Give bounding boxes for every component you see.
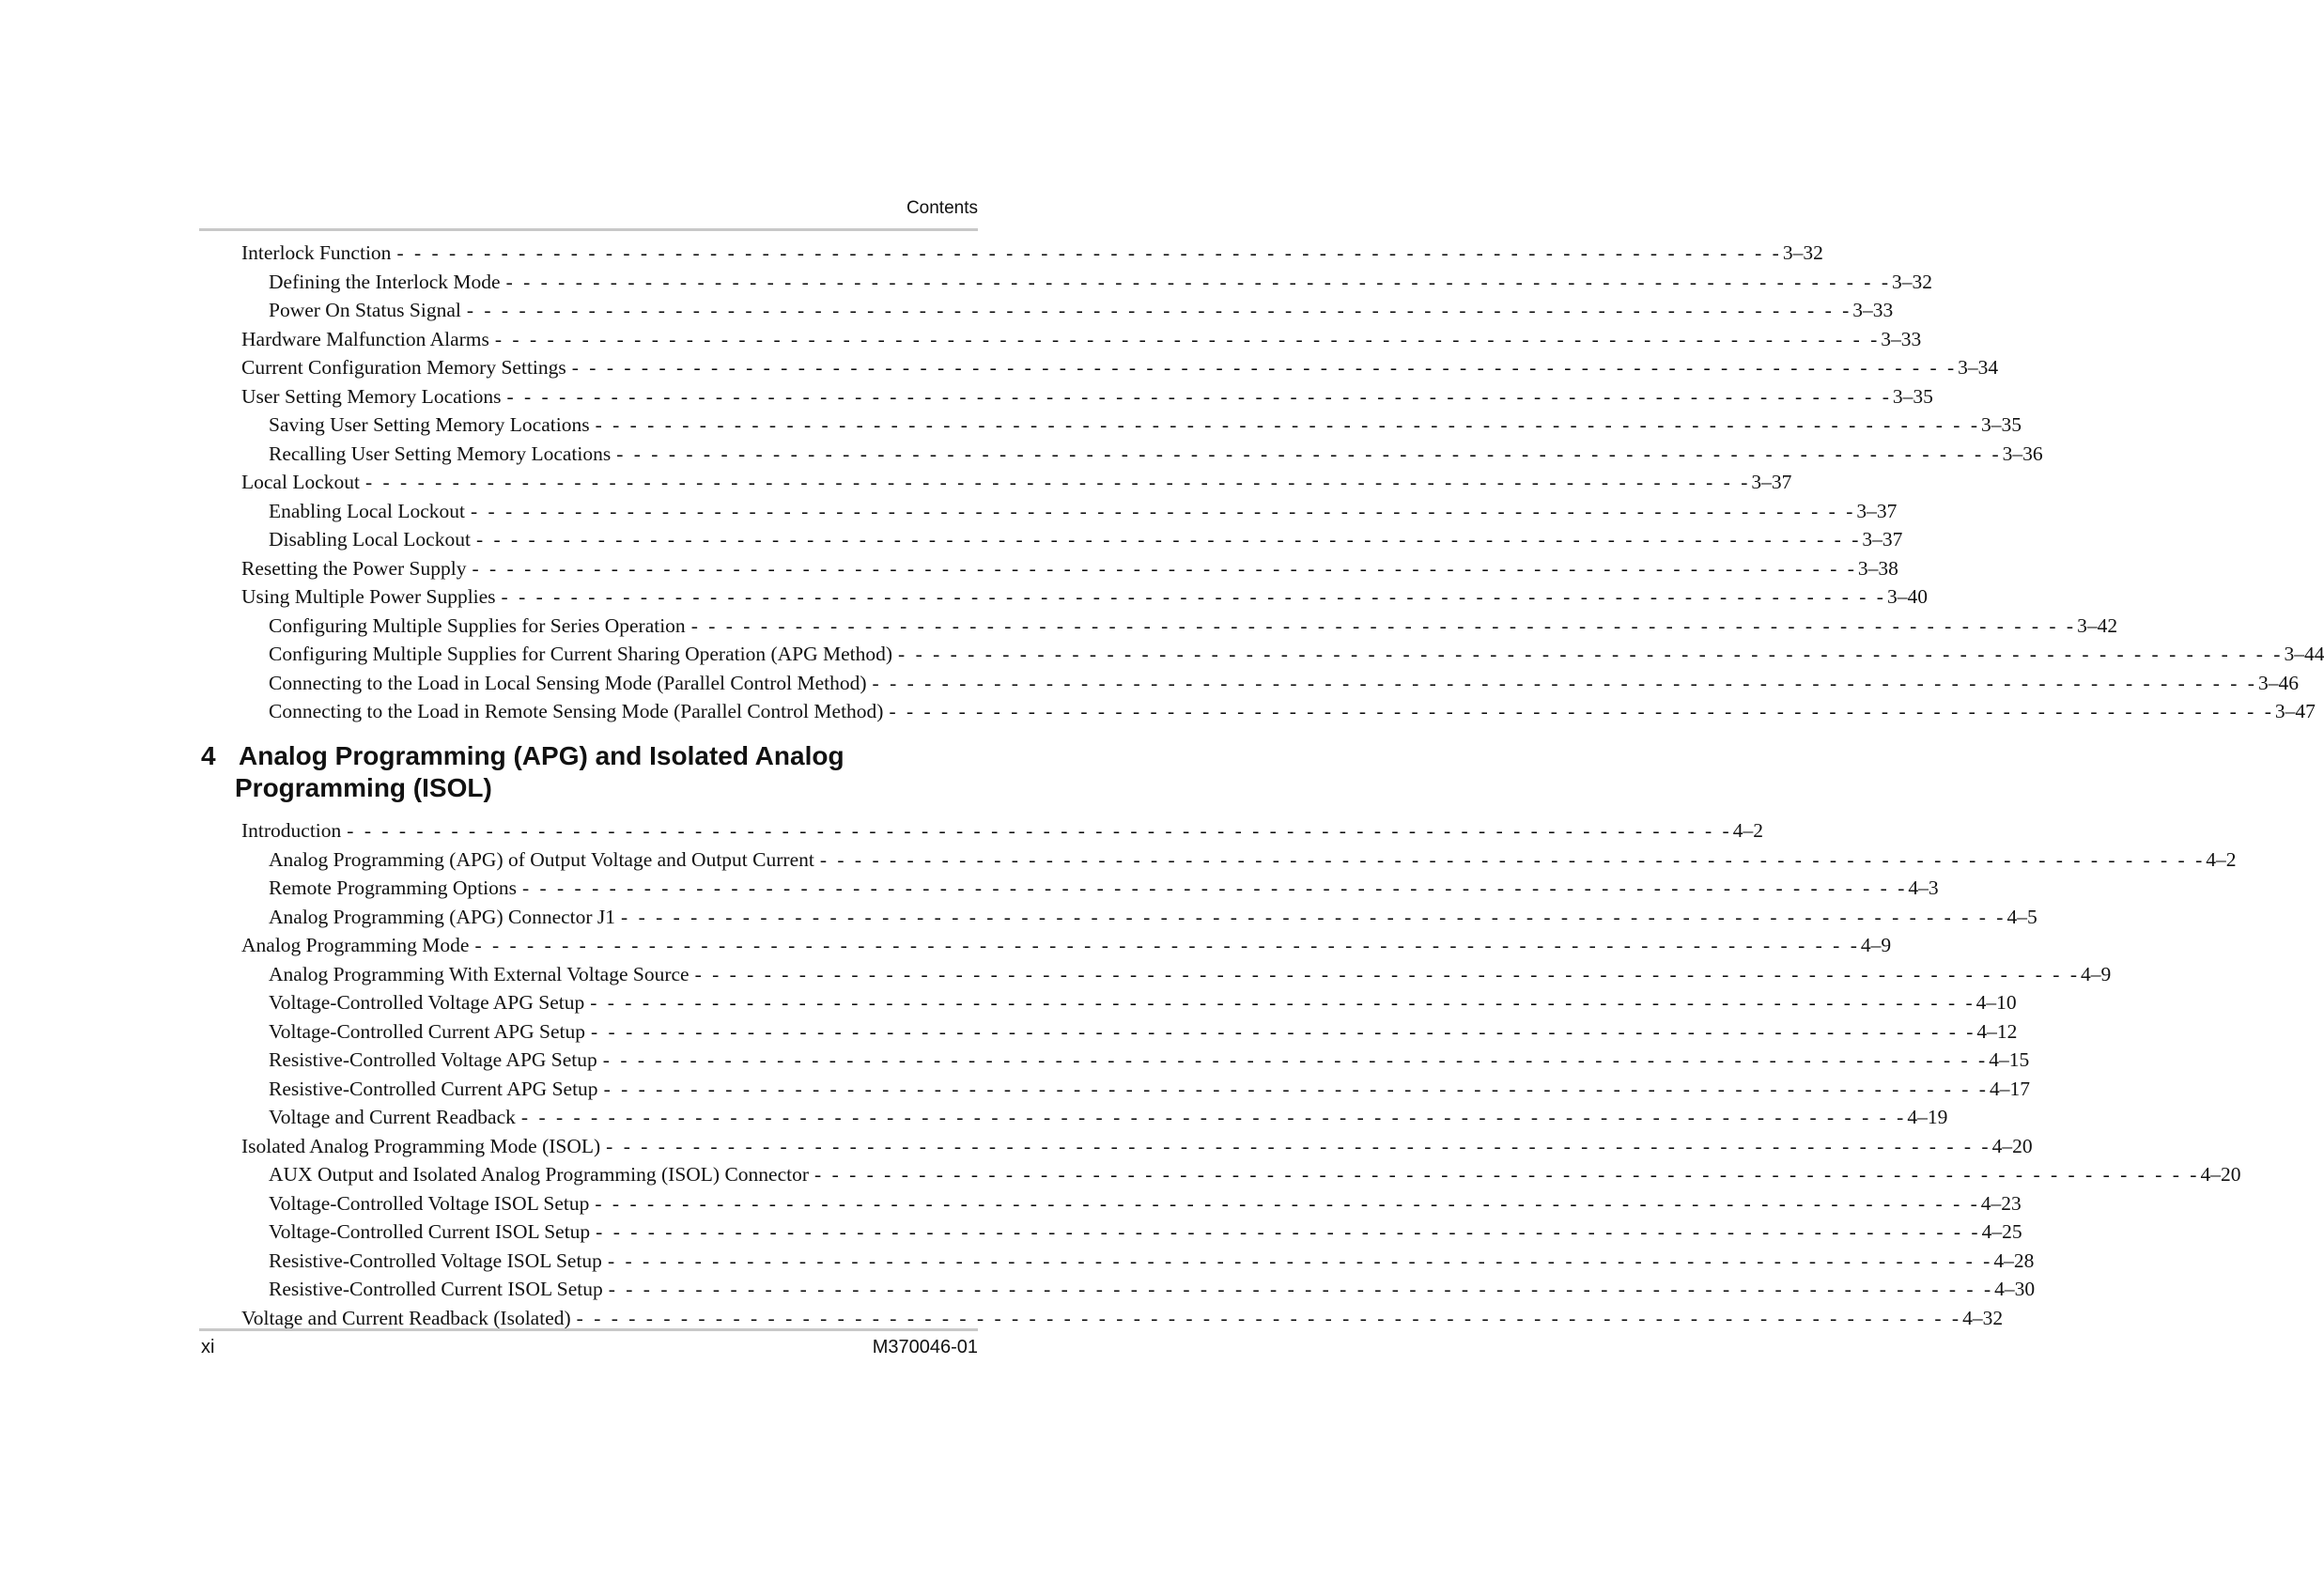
toc-dot-leader: - - - - - - - - - - - - - - - - - - - - - - - - - - - - - - - - - - - - - - - - - - - - - - - - - - - - - - - - - - - - - - - - - - - - - - - - - - - - - - - - [596, 1220, 1981, 1243]
toc-dot-leader: - - - - - - - - - - - - - - - - - - - - - - - - - - - - - - - - - - - - - - - - - - - - - - - - - - - - - - - - - - - - - - - - - - - - - - - - - - - - - - - - [576, 1306, 1962, 1329]
toc-entry[interactable] [241, 440, 2043, 469]
toc-dot-leader: - - - - - - - - - - - - - - - - - - - - - - - - - - - - - - - - - - - - - - - - - - - - - - - - - - - - - - - - - - - - - - - - - - - - - - - - - - - - - - - - [521, 876, 1908, 899]
page-number: xi [201, 1337, 215, 1357]
toc-entry-title: Isolated Analog Programming Mode (ISOL) [241, 1134, 601, 1157]
toc-dot-leader: - - - - - - - - - - - - - - - - - - - - - - - - - - - - - - - - - - - - - - - - - - - - - - - - - - - - - - - - - - - - - - - - - - - - - - - - - - - - - - - - [347, 819, 1732, 842]
toc-entry-page: 3–37 [1751, 471, 1792, 493]
toc-entry-title: Introduction [241, 819, 342, 842]
toc-entry-title: Power On Status Signal [269, 299, 461, 321]
toc-dot-leader: - - - - - - - - - - - - - - - - - - - - - - - - - - - - - - - - - - - - - - - - - - - - - - - - - - - - - - - - - - - - - - - - - - - - - - - - - - - - - - - - [520, 1106, 1907, 1128]
toc-entry-title: Resistive-Controlled Current ISOL Setup [269, 1278, 603, 1300]
toc-entry[interactable] [241, 931, 1892, 960]
toc-entry-page: 3–38 [1857, 556, 1898, 580]
toc-entry-title: AUX Output and Isolated Analog Programming (ISOL) Connector [269, 1163, 810, 1186]
toc-entry-page: 4–12 [1976, 1019, 2018, 1043]
toc-entry[interactable] [241, 582, 1928, 612]
toc-list-chapter-4 [241, 816, 2241, 1332]
toc-dot-leader: - - - - - - - - - - - - - - - - - - - - - - - - - - - - - - - - - - - - - - - - - - - - - - - - - - - - - - - - - - - - - - - - - - - - - - - - - - - - - - - - [472, 556, 1857, 580]
toc-entry-title: Connecting to the Load in Local Sensing Mode (Parallel Control Method) [269, 671, 867, 694]
toc-dot-leader: - - - - - - - - - - - - - - - - - - - - - - - - - - - - - - - - - - - - - - - - - - - - - - - - - - - - - - - - - - - - - - - - - - - - - - - - - - - - - - - - [364, 471, 1751, 493]
toc-entry[interactable] [241, 1046, 2030, 1075]
toc-entry[interactable] [241, 816, 1763, 845]
toc-dot-leader: - - - - - - - - - - - - - - - - - - - - - - - - - - - - - - - - - - - - - - - - - - - - - - - - - - - - - - - - - - - - - - - - - - - - - - - - - - - - - - - - [470, 499, 1856, 522]
toc-entry-title: Voltage-Controlled Current APG Setup [269, 1019, 586, 1043]
toc-dot-leader: - - - - - - - - - - - - - - - - - - - - - - - - - - - - - - - - - - - - - - - - - - - - - - - - - - - - - - - - - - - - - - - - - - - - - - - - - - - - - - - - [591, 1019, 1976, 1043]
toc-entry[interactable] [241, 960, 2112, 989]
toc-entry[interactable] [241, 268, 1932, 297]
toc-dot-leader: - - - - - - - - - - - - - - - - - - - - - - - - - - - - - - - - - - - - - - - - - - - - - - - - - - - - - - - - - - - - - - - - - - - - - - - - - - - - - - - - [505, 270, 1891, 293]
toc-entry-title: Resistive-Controlled Voltage ISOL Setup [269, 1249, 602, 1272]
toc-entry-page: 4–17 [1989, 1077, 2030, 1100]
toc-entry-page: 4–30 [1994, 1278, 2036, 1300]
toc-entry-page: 4–2 [1732, 819, 1763, 842]
toc-dot-leader: - - - - - - - - - - - - - - - - - - - - - - - - - - - - - - - - - - - - - - - - - - - - - - - - - - - - - - - - - - - - - - - - - - - - - - - - - - - - - - - - [595, 413, 1980, 436]
toc-dot-leader: - - - - - - - - - - - - - - - - - - - - - - - - - - - - - - - - - - - - - - - - - - - - - - - - - - - - - - - - - - - - - - - - - - - - - - - - - - - - - - - - [602, 1048, 1989, 1071]
toc-dot-leader: - - - - - - - - - - - - - - - - - - - - - - - - - - - - - - - - - - - - - - - - - - - - - - - - - - - - - - - - - - - - - - - - - - - - - - - - - - - - - - - - [590, 991, 1975, 1014]
toc-entry[interactable] [241, 1218, 2022, 1247]
toc-entry-title: Resistive-Controlled Current APG Setup [269, 1077, 598, 1100]
toc-entry-page: 3–47 [2274, 700, 2316, 722]
toc-dot-leader: - - - - - - - - - - - - - - - - - - - - - - - - - - - - - - - - - - - - - - - - - - - - - - - - - - - - - - - - - - - - - - - - - - - - - - - - - - - - - - - - [616, 442, 2002, 465]
toc-entry-page: 3–35 [1980, 413, 2022, 436]
toc-entry[interactable] [241, 669, 2299, 698]
toc-entry-page: 4–15 [1989, 1048, 2030, 1071]
toc-entry[interactable] [241, 325, 1922, 354]
document-code: M370046-01 [872, 1337, 978, 1357]
toc-entry-page: 3–46 [2257, 671, 2299, 694]
footer-rule [199, 1328, 978, 1331]
toc-entry-page: 3–34 [1958, 356, 1999, 379]
toc-dot-leader: - - - - - - - - - - - - - - - - - - - - - - - - - - - - - - - - - - - - - - - - - - - - - - - - - - - - - - - - - - - - - - - - - - - - - - - - - - - - - - - - [466, 299, 1852, 321]
toc-dot-leader: - - - - - - - - - - - - - - - - - - - - - - - - - - - - - - - - - - - - - - - - - - - - - - - - - - - - - - - - - - - - - - - - - - - - - - - - - - - - - - - - [603, 1077, 1989, 1100]
toc-entry-page: 4–9 [2080, 962, 2112, 985]
toc-entry-title: Analog Programming Mode [241, 934, 470, 956]
toc-entry-title: Voltage-Controlled Voltage APG Setup [269, 991, 585, 1014]
toc-entry-title: Resistive-Controlled Voltage APG Setup [269, 1048, 597, 1071]
toc-entry[interactable] [241, 903, 2037, 932]
toc-entry-page: 4–10 [1975, 991, 2017, 1014]
toc-dot-leader: - - - - - - - - - - - - - - - - - - - - - - - - - - - - - - - - - - - - - - - - - - - - - - - - - - - - - - - - - - - - - - - - - - - - - - - - - - - - - - - - [474, 934, 1860, 956]
toc-entry-title: Resetting the Power Supply [241, 556, 467, 580]
toc-dot-leader: - - - - - - - - - - - - - - - - - - - - - - - - - - - - - - - - - - - - - - - - - - - - - - - - - - - - - - - - - - - - - - - - - - - - - - - - - - - - - - - - [889, 700, 2274, 722]
toc-entry[interactable] [241, 874, 1939, 903]
toc-dot-leader: - - - - - - - - - - - - - - - - - - - - - - - - - - - - - - - - - - - - - - - - - - - - - - - - - - - - - - - - - - - - - - - - - - - - - - - - - - - - - - - - [571, 356, 1958, 379]
chapter-number: 4 [201, 741, 216, 770]
toc-entry-title: Remote Programming Options [269, 876, 517, 899]
toc-entry[interactable] [241, 640, 2324, 669]
toc-entry-title: Interlock Function [241, 241, 392, 264]
toc-entry[interactable] [241, 525, 1903, 554]
toc-entry-title: Disabling Local Lockout [269, 528, 471, 551]
toc-entry-page: 3–42 [2077, 613, 2118, 637]
toc-entry-title: Enabling Local Lockout [269, 499, 465, 522]
toc-entry-title: Voltage and Current Readback [269, 1106, 516, 1128]
toc-dot-leader: - - - - - - - - - - - - - - - - - - - - - - - - - - - - - - - - - - - - - - - - - - - - - - - - - - - - - - - - - - - - - - - - - - - - - - - - - - - - - - - - [396, 241, 1782, 264]
toc-entry-page: 4–2 [2206, 847, 2237, 871]
toc-dot-leader: - - - - - - - - - - - - - - - - - - - - - - - - - - - - - - - - - - - - - - - - - - - - - - - - - - - - - - - - - - - - - - - - - - - - - - - - - - - - - - - - [506, 384, 1892, 408]
toc-entry-page: 3–33 [1881, 327, 1922, 350]
toc-dot-leader: - - - - - - - - - - - - - - - - - - - - - - - - - - - - - - - - - - - - - - - - - - - - - - - - - - - - - - - - - - - - - - - - - - - - - - - - - - - - - - - - [606, 1134, 1991, 1157]
toc-dot-leader: - - - - - - - - - - - - - - - - - - - - - - - - - - - - - - - - - - - - - - - - - - - - - - - - - - - - - - - - - - - - - - - - - - - - - - - - - - - - - - - - [595, 1191, 1980, 1215]
toc-entry[interactable] [241, 497, 1898, 526]
toc-entry-page: 4–20 [2200, 1163, 2241, 1186]
toc-entry-title: Local Lockout [241, 471, 360, 493]
toc-entry[interactable] [241, 1017, 2018, 1047]
toc-dot-leader: - - - - - - - - - - - - - - - - - - - - - - - - - - - - - - - - - - - - - - - - - - - - - - - - - - - - - - - - - - - - - - - - - - - - - - - - - - - - - - - - [819, 847, 2206, 871]
toc-entry-page: 4–32 [1962, 1306, 2004, 1329]
toc-entry[interactable] [241, 845, 2237, 875]
toc-entry[interactable] [241, 697, 2316, 726]
toc-entry-title: Current Configuration Memory Settings [241, 356, 566, 379]
toc-entry[interactable] [241, 353, 1999, 382]
toc-dot-leader: - - - - - - - - - - - - - - - - - - - - - - - - - - - - - - - - - - - - - - - - - - - - - - - - - - - - - - - - - - - - - - - - - - - - - - - - - - - - - - - - [872, 671, 2257, 694]
toc-dot-leader: - - - - - - - - - - - - - - - - - - - - - - - - - - - - - - - - - - - - - - - - - - - - - - - - - - - - - - - - - - - - - - - - - - - - - - - - - - - - - - - - [501, 585, 1886, 608]
toc-entry-page: 4–28 [1993, 1249, 2035, 1272]
chapter-title [235, 740, 896, 804]
toc-entry-title: Voltage-Controlled Current ISOL Setup [269, 1220, 591, 1243]
toc-entry[interactable] [241, 468, 1792, 497]
toc-entry-page: 3–32 [1782, 241, 1823, 264]
toc-entry-title: Configuring Multiple Supplies for Current Sharing Operation (APG Method) [269, 643, 893, 665]
toc-entry-title: Configuring Multiple Supplies for Series Operation [269, 613, 686, 637]
toc-dot-leader: - - - - - - - - - - - - - - - - - - - - - - - - - - - - - - - - - - - - - - - - - - - - - - - - - - - - - - - - - - - - - - - - - - - - - - - - - - - - - - - - [694, 962, 2080, 985]
toc-entry-page: 3–32 [1891, 270, 1932, 293]
toc-entry[interactable] [241, 1132, 2033, 1161]
toc-entry-title: Analog Programming With External Voltage Source [269, 962, 689, 985]
toc-entry-page: 4–25 [1981, 1220, 2022, 1243]
toc-entry[interactable] [241, 1075, 2030, 1104]
chapter-title-line-1: Analog Programming (APG) and Isolated Analog [239, 741, 844, 770]
toc-dot-leader: - - - - - - - - - - - - - - - - - - - - - - - - - - - - - - - - - - - - - - - - - - - - - - - - - - - - - - - - - - - - - - - - - - - - - - - - - - - - - - - - [621, 905, 2006, 928]
toc-entry-page: 3–40 [1886, 585, 1928, 608]
toc-entry-title: Defining the Interlock Mode [269, 270, 501, 293]
toc-entry-title: Connecting to the Load in Remote Sensing Mode (Parallel Control Method) [269, 700, 884, 722]
toc-entry[interactable] [241, 1275, 2036, 1304]
toc-entry[interactable] [241, 988, 2017, 1017]
toc-entry-page: 3–37 [1856, 499, 1898, 522]
toc-entry-title: Using Multiple Power Supplies [241, 585, 496, 608]
toc-entry-title: Recalling User Setting Memory Locations [269, 442, 612, 465]
header-rule [199, 228, 978, 231]
toc-entry-page: 4–20 [1991, 1134, 2033, 1157]
toc-entry-page: 3–35 [1892, 384, 1933, 408]
toc-entry[interactable] [241, 239, 1823, 268]
chapter-title-line-2: Programming (ISOL) [235, 773, 492, 802]
toc-entry[interactable] [241, 612, 2118, 641]
toc-dot-leader: - - - - - - - - - - - - - - - - - - - - - - - - - - - - - - - - - - - - - - - - - - - - - - - - - - - - - - - - - - - - - - - - - - - - - - - - - - - - - - - - [690, 613, 2077, 637]
toc-entry-page: 4–19 [1907, 1106, 1948, 1128]
toc-entry-page: 3–44 [2284, 643, 2324, 665]
toc-entry-title: Analog Programming (APG) of Output Voltage and Output Current [269, 847, 814, 871]
toc-entry[interactable] [241, 1189, 2022, 1218]
toc-dot-leader: - - - - - - - - - - - - - - - - - - - - - - - - - - - - - - - - - - - - - - - - - - - - - - - - - - - - - - - - - - - - - - - - - - - - - - - - - - - - - - - - [494, 327, 1881, 350]
toc-entry-title: Voltage-Controlled Voltage ISOL Setup [269, 1191, 590, 1215]
toc-entry-page: 4–23 [1980, 1191, 2022, 1215]
toc-dot-leader: - - - - - - - - - - - - - - - - - - - - - - - - - - - - - - - - - - - - - - - - - - - - - - - - - - - - - - - - - - - - - - - - - - - - - - - - - - - - - - - - [607, 1249, 1993, 1272]
toc-entry[interactable] [241, 1247, 2035, 1276]
toc-entry[interactable] [241, 382, 1933, 411]
toc-entry-title: Voltage and Current Readback (Isolated) [241, 1306, 571, 1329]
toc-entry[interactable] [241, 296, 1894, 325]
toc-entry-page: 3–37 [1862, 528, 1903, 551]
toc-entry-title: Analog Programming (APG) Connector J1 [269, 905, 616, 928]
toc-entry[interactable] [241, 554, 1898, 583]
toc-entry-page: 4–5 [2006, 905, 2037, 928]
toc-entry-page: 4–3 [1908, 876, 1939, 899]
toc-dot-leader: - - - - - - - - - - - - - - - - - - - - - - - - - - - - - - - - - - - - - - - - - - - - - - - - - - - - - - - - - - - - - - - - - - - - - - - - - - - - - - - - [898, 643, 2284, 665]
toc-entry-title: Hardware Malfunction Alarms [241, 327, 489, 350]
toc-entry-page: 3–33 [1852, 299, 1894, 321]
toc-entry[interactable] [241, 1103, 1948, 1132]
toc-entry-title: User Setting Memory Locations [241, 384, 502, 408]
toc-entry[interactable] [241, 1160, 2241, 1189]
toc-entry-page: 4–9 [1860, 934, 1892, 956]
toc-entry-title: Saving User Setting Memory Locations [269, 413, 590, 436]
toc-dot-leader: - - - - - - - - - - - - - - - - - - - - - - - - - - - - - - - - - - - - - - - - - - - - - - - - - - - - - - - - - - - - - - - - - - - - - - - - - - - - - - - - [814, 1163, 2200, 1186]
toc-list-chapter-3 [241, 239, 2324, 726]
toc-entry-page: 3–36 [2002, 442, 2043, 465]
toc-entry[interactable] [241, 411, 2022, 440]
toc-dot-leader: - - - - - - - - - - - - - - - - - - - - - - - - - - - - - - - - - - - - - - - - - - - - - - - - - - - - - - - - - - - - - - - - - - - - - - - - - - - - - - - - [475, 528, 1862, 551]
running-header: Contents [906, 198, 978, 218]
toc-dot-leader: - - - - - - - - - - - - - - - - - - - - - - - - - - - - - - - - - - - - - - - - - - - - - - - - - - - - - - - - - - - - - - - - - - - - - - - - - - - - - - - - [608, 1278, 1994, 1300]
